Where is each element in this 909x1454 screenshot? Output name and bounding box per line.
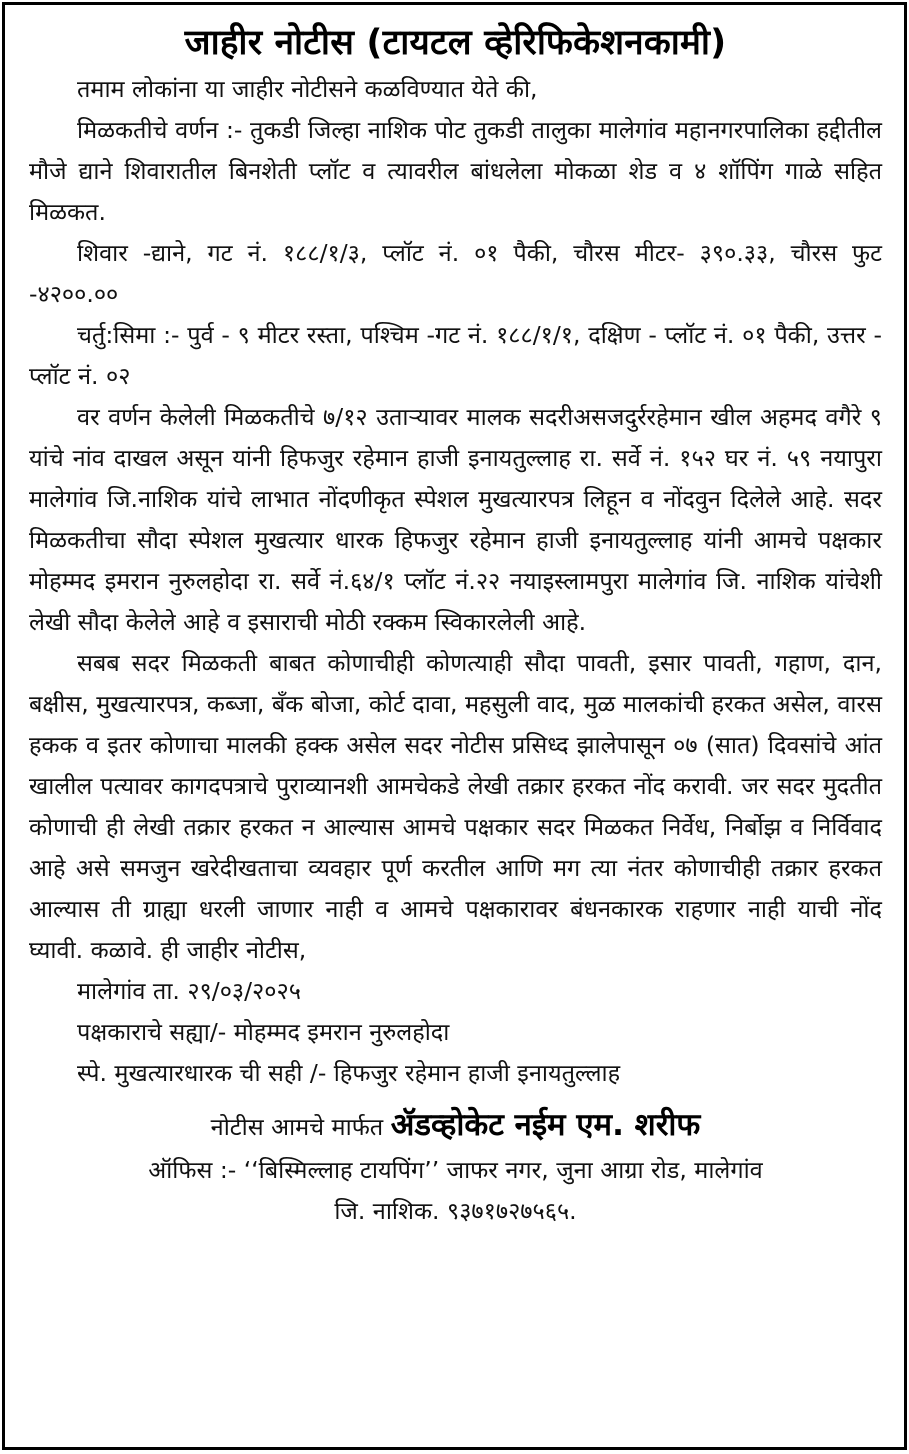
objection-paragraph: सबब सदर मिळकती बाबत कोणाचीही कोणत्याही सौदा पावती, इसार पावती, गहाण, दान, बक्षीस, मुखत्यारपत्र, कब्जा, बँक बोजा, कोर्ट दावा, महसुली वाद, मुळ मालकांची हरकत असेल, वारस हकक व इतर कोणाचा मालकी हक्क असेल सदर नोटीस प्रसिध्द झालेपासून ०७ (सात) दिवसांचे आंत खालील पत्यावर कागदपत्राचे पुराव्यानशी आमचेकडे लेखी तक्रार हरकत नोंद करावी. जर सदर मुदतीत कोणाची ही लेखी तक्रार हरकत न आल्यास आमचे पक्षकार सदर मिळकत निर्वेध, निर्बोझ व निर्विवाद आहे असे समजुन खरेदीखताचा व्यवहार पूर्ण करतील आणि मग त्या नंतर कोणाचीही तक्रार हरकत आल्यास ती ग्राह्या धरली जाणार नाही व आमचे पक्षकारावर बंधनकारक राहणार नाही याची नोंद घ्यावी. कळावे. ही जाहीर नोटीस,: [29, 649, 882, 964]
property-description: मिळकतीचे वर्णन :- तुकडी जिल्हा नाशिक पोट तुकडी तालुका मालेगांव महानगरपालिका हद्दीतील मौजे द्याने शिवारातील बिनशेती प्लॉट व त्यावरील बांधलेला मोकळा शेड व ४ शॉपिंग गाळे सहित मिळकत.: [29, 116, 882, 226]
client-signature: पक्षकाराचे सह्या/- मोहम्मद इमरान नुरुलहोदा: [77, 1018, 450, 1046]
through-label: नोटीस आमचे मार्फत: [210, 1113, 384, 1141]
notice-title: जाहीर नोटीस (टायटल व्हेरिफिकेशनकामी): [184, 23, 727, 63]
poa-signature: स्पे. मुखत्यारधारक ची सही /- हिफजुर रहेमान हाजी इनायतुल्लाह: [77, 1059, 621, 1087]
notice-intro: तमाम लोकांना या जाहीर नोटीसने कळविण्यात येते की,: [77, 75, 538, 103]
office-address: ऑफिस :- ‘‘बिस्मिल्लाह टायपिंग’’ जाफर नगर, जुना आग्रा रोड, मालेगांव: [148, 1156, 763, 1184]
advocate-footer: [29, 1102, 882, 1232]
district-phone: जि. नाशिक. ९३७१७२७५६५.: [334, 1197, 577, 1225]
boundaries: चर्तु:सिमा :- पुर्व - ९ मीटर रस्ता, पश्चिम -गट नं. १८८/१/१, दक्षिण - प्लॉट नं. ०१ पैकी, उत्तर - प्लॉट नं. ०२: [29, 321, 882, 390]
advocate-line: [29, 1102, 882, 1150]
survey-details: शिवार -द्याने, गट नं. १८८/१/३, प्लॉट नं. ०१ पैकी, चौरस मीटर- ३९०.३३, चौरस फुट -४२००.००: [29, 239, 882, 308]
public-notice: [2, 2, 907, 1450]
place-date: मालेगांव ता. २९/०३/२०२५: [77, 977, 301, 1005]
ownership-paragraph: वर वर्णन केलेली मिळकतीचे ७/१२ उताऱ्यावर मालक सदरीअसजदुर्ररहेमान खील अहमद वगैरे ९ यांचे नांव दाखल असून यांनी हिफजुर रहेमान हाजी इनायतुल्लाह रा. सर्वे नं. १५२ घर नं. ५९ नयापुरा मालेगांव जि.नाशिक यांचे लाभात नोंदणीकृत स्पेशल मुखत्यारपत्र लिहून व नोंदवुन दिलेले आहे. सदर मिळकतीचा सौदा स्पेशल मुखत्यार धारक हिफजुर रहेमान हाजी इनायतुल्लाह यांनी आमचे पक्षकार मोहम्मद इमरान नुरुलहोदा रा. सर्वे नं.६४/१ प्लॉट नं.२२ नयाइस्लामपुरा मालेगांव जि. नाशिक यांचेशी लेखी सौदा केलेले आहे व इसाराची मोठी रक्कम स्विकारलेली आहे.: [29, 403, 882, 636]
advocate-name: ॲडव्होकेट नईम एम. शरीफ: [390, 1107, 701, 1143]
